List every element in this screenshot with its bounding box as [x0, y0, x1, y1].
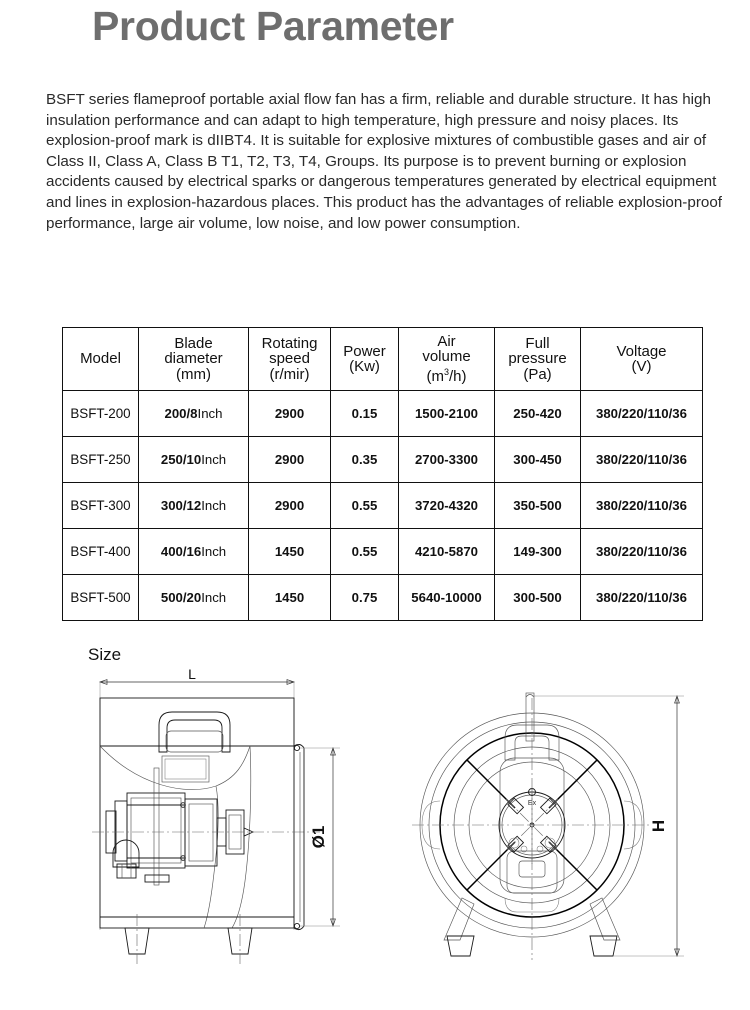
- cell-power: 0.55: [331, 483, 399, 529]
- cell-blade-diameter: 200/8Inch: [139, 391, 249, 437]
- spec-table-container: [62, 327, 702, 621]
- cell-air-volume: 4210-5870: [399, 529, 495, 575]
- front-view-drawing: [412, 693, 684, 960]
- table-header-row: [63, 328, 703, 391]
- cell-speed: 1450: [249, 575, 331, 621]
- dimension-diameter: [300, 748, 340, 926]
- feet: [125, 914, 252, 964]
- header-full-pressure: Full pressure (Pa): [495, 328, 581, 391]
- cell-voltage: 380/220/110/36: [581, 575, 703, 621]
- cell-power: 0.55: [331, 529, 399, 575]
- label-diameter: Ø1: [309, 825, 328, 849]
- cell-power: 0.75: [331, 575, 399, 621]
- cell-air-volume: 2700-3300: [399, 437, 495, 483]
- header-model: Model: [63, 328, 139, 391]
- cell-speed: 2900: [249, 391, 331, 437]
- table-row: [63, 391, 703, 437]
- table-row: [63, 437, 703, 483]
- label-ex-mark: Ex: [527, 800, 537, 807]
- cell-power: 0.35: [331, 437, 399, 483]
- cell-power: 0.15: [331, 391, 399, 437]
- table-row: [63, 529, 703, 575]
- cell-full-pressure: 300-450: [495, 437, 581, 483]
- cell-full-pressure: 149-300: [495, 529, 581, 575]
- label-L: L: [188, 668, 196, 682]
- cell-blade-diameter: 400/16Inch: [139, 529, 249, 575]
- cell-model: BSFT-200: [63, 391, 139, 437]
- product-description: BSFT series flameproof portable axial flow fan has a firm, reliable and durable structure. It has high insulation performance and can adapt to high temperature, high pressure and noisy places. Its explosion-proof mark is dIIBT4. It is suitable for explosive mixtures of combustible gases and air of Class II, Class A, Class B T1, T2, T3, T4, Groups. Its purpose is to prevent burning or explosion accidents caused by electrical sparks or dangerous temperatures generated by electrical equipment and lines in explosion-hazardous places. This product has the advantages of reliable explosion-proof performance, large air volume, low noise, and low power consumption.: [46, 91, 722, 232]
- spec-table: [62, 327, 703, 621]
- technical-drawings: [0, 668, 750, 1004]
- cell-full-pressure: 250-420: [495, 391, 581, 437]
- motor-assembly: [115, 793, 217, 868]
- table-row: [63, 575, 703, 621]
- cell-speed: 2900: [249, 483, 331, 529]
- header-power: Power (Kw): [331, 328, 399, 391]
- table-row: [63, 483, 703, 529]
- cell-speed: 1450: [249, 529, 331, 575]
- cell-full-pressure: 350-500: [495, 483, 581, 529]
- page-title: Product Parameter: [92, 3, 454, 49]
- cell-voltage: 380/220/110/36: [581, 391, 703, 437]
- cell-blade-diameter: 300/12Inch: [139, 483, 249, 529]
- header-rotating-speed: Rotating speed (r/mir): [249, 328, 331, 391]
- header-blade-diameter: Blade diameter (mm): [139, 328, 249, 391]
- side-view-drawing: [92, 668, 340, 964]
- cell-air-volume: 1500-2100: [399, 391, 495, 437]
- cell-blade-diameter: 500/20Inch: [139, 575, 249, 621]
- size-section-label: Size: [88, 645, 122, 664]
- cell-model: BSFT-300: [63, 483, 139, 529]
- table-body: [63, 391, 703, 621]
- cell-air-volume: 3720-4320: [399, 483, 495, 529]
- cell-voltage: 380/220/110/36: [581, 529, 703, 575]
- header-air-volume: Air volume $(m^3/h)$: [399, 328, 495, 391]
- cell-model: BSFT-400: [63, 529, 139, 575]
- cell-voltage: 380/220/110/36: [581, 483, 703, 529]
- cell-speed: 2900: [249, 437, 331, 483]
- cell-model: BSFT-250: [63, 437, 139, 483]
- cell-air-volume: 5640-10000: [399, 575, 495, 621]
- label-H: H: [649, 819, 668, 833]
- header-voltage: Voltage (V): [581, 328, 703, 391]
- header-air-volume-unit: $(m^3/h)$: [426, 366, 467, 385]
- cell-voltage: 380/220/110/36: [581, 437, 703, 483]
- cell-model: BSFT-500: [63, 575, 139, 621]
- cell-blade-diameter: 250/10Inch: [139, 437, 249, 483]
- guard-strip: [294, 744, 304, 929]
- dimension-height: [532, 696, 684, 956]
- cell-full-pressure: 300-500: [495, 575, 581, 621]
- drawings-svg: [0, 668, 750, 1004]
